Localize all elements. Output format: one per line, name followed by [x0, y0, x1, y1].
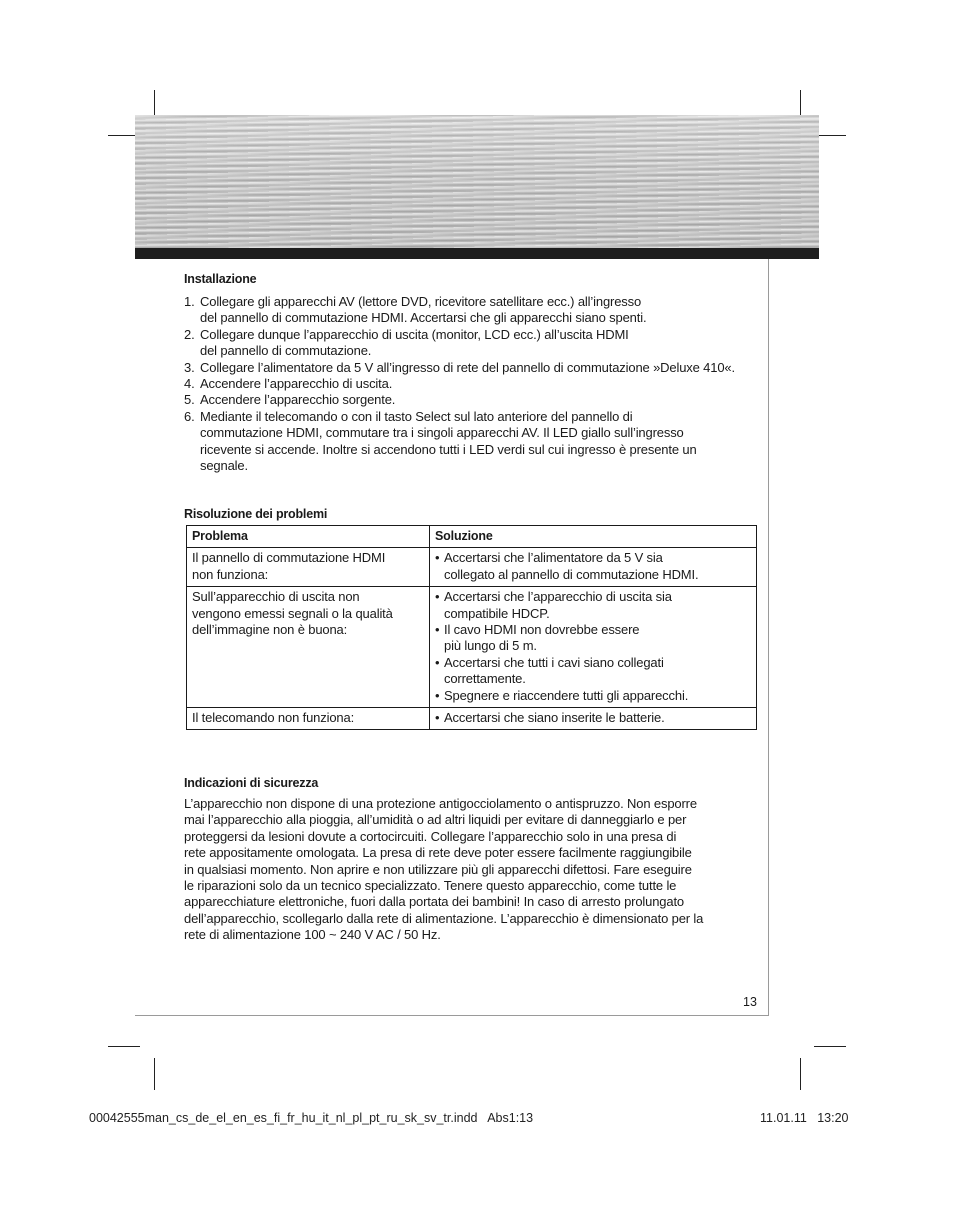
footer-datetime: 11.01.11 13:20	[760, 1111, 849, 1125]
safety-line: rete di alimentazione 100 ~ 240 V AC / 50 Hz.	[184, 927, 441, 943]
solution-text	[444, 655, 751, 688]
step-number: 5.	[184, 392, 195, 408]
solution-item	[435, 589, 751, 622]
crop-mark	[816, 135, 846, 136]
step-line: Collegare l’alimentatore da 5 V all’ingresso di rete del pannello di commutazione »Deluxe 410«.	[200, 359, 735, 375]
solution-cell	[430, 708, 757, 730]
page-bottom-rule	[135, 1015, 769, 1016]
step-number: 1.	[184, 294, 195, 309]
solution-line: compatibile HDCP.	[444, 605, 550, 621]
safety-line: apparecchiature elettroniche, fuori dalla portata dei bambini! In caso di arresto prolungato	[184, 894, 685, 910]
solution-cell	[430, 587, 757, 708]
solution-item	[435, 655, 751, 688]
crop-mark	[154, 1058, 155, 1090]
step-text	[200, 294, 764, 327]
step-line: ricevente si accende. Inoltre si accendono tutti i LED verdi sul cui ingresso è presente un	[200, 441, 697, 457]
safety-heading: Indicazioni di sicurezza	[184, 776, 319, 790]
step-number: 6.	[184, 408, 195, 424]
bullet: •	[435, 654, 440, 670]
solution-text	[444, 710, 751, 726]
step-text	[200, 327, 764, 360]
table-row	[187, 708, 757, 730]
table-header-row	[187, 526, 757, 548]
step-number: 3.	[184, 359, 195, 375]
problem-line: vengono emessi segnali o la qualità	[192, 605, 393, 621]
solution-text	[444, 622, 751, 655]
problem-line: non funziona:	[192, 566, 269, 582]
troubleshooting-table	[186, 525, 757, 730]
bullet: •	[435, 550, 440, 566]
step-line: Collegare dunque l’apparecchio di uscita (monitor, LCD ecc.) all’uscita HDMI	[200, 326, 629, 342]
solution-line: Accertarsi che l’alimentatore da 5 V sia	[444, 550, 663, 566]
solution-line: Il cavo HDMI non dovrebbe essere	[444, 622, 640, 638]
crop-mark	[108, 135, 138, 136]
column-header-problem: Problema	[187, 526, 430, 548]
column-header-solution: Soluzione	[430, 526, 757, 548]
safety-line: dell’apparecchio, scollegarlo dalla rete di alimentazione. L’apparecchio è dimensionato per la	[184, 910, 704, 926]
list-item	[184, 360, 764, 376]
safety-line: proteggersi da lesioni dovute a cortocircuiti. Collegare l’apparecchio solo in una presa di	[184, 828, 677, 844]
step-line: del pannello di commutazione.	[200, 343, 372, 359]
problem-line: Il pannello di commutazione HDMI	[192, 550, 386, 566]
solution-item	[435, 550, 751, 583]
step-line: Accendere l’apparecchio di uscita.	[200, 376, 393, 392]
bullet: •	[435, 710, 440, 726]
list-item	[184, 327, 764, 360]
troubleshooting-table-body	[187, 548, 757, 730]
solution-text	[444, 589, 751, 622]
solution-line: Spegnere e riaccendere tutti gli apparecchi.	[444, 687, 689, 703]
solution-cell	[430, 548, 757, 587]
safety-line: L’apparecchio non dispone di una protezione antigocciolamento o antispruzzo. Non esporre	[184, 796, 697, 811]
table-row	[187, 587, 757, 708]
safety-line: mai l’apparecchio alla pioggia, all’umidità o ad altri liquidi per evitare di danneggiarlo e per	[184, 812, 687, 828]
bullet: •	[435, 622, 440, 638]
problem-line: Il telecomando non funziona:	[192, 710, 355, 726]
header-banner	[135, 115, 819, 248]
solution-line: correttamente.	[444, 671, 526, 687]
step-number: 2.	[184, 326, 195, 342]
problem-line: Sull’apparecchio di uscita non	[192, 589, 360, 605]
step-line: commutazione HDMI, commutare tra i singoli apparecchi AV. Il LED giallo sull’ingresso	[200, 425, 684, 441]
page-number: 13	[743, 995, 757, 1009]
solution-line: Accertarsi che siano inserite le batterie.	[444, 710, 665, 726]
installation-steps	[184, 294, 764, 474]
crop-mark	[814, 1046, 846, 1047]
safety-line: in qualsiasi momento. Non aprire e non utilizzare più gli apparecchi difettosi. Fare eseguire	[184, 861, 692, 877]
bullet: •	[435, 687, 440, 703]
solution-item	[435, 622, 751, 655]
step-line: segnale.	[200, 458, 248, 474]
bullet: •	[435, 589, 440, 605]
solution-line: Accertarsi che tutti i cavi siano collegati	[444, 654, 664, 670]
problem-cell	[187, 548, 430, 587]
step-number: 4.	[184, 376, 195, 392]
step-text	[200, 392, 764, 408]
solution-line: Accertarsi che l’apparecchio di uscita sia	[444, 589, 672, 605]
problem-cell	[187, 587, 430, 708]
list-item	[184, 294, 764, 327]
safety-line: le riparazioni solo da un tecnico specializzato. Tenere questo apparecchio, come tutte le	[184, 878, 677, 894]
step-text	[200, 360, 764, 376]
safety-line: rete appositamente omologata. La presa di rete deve poter essere facilmente raggiungibile	[184, 845, 692, 861]
list-item	[184, 409, 764, 475]
solution-item	[435, 710, 751, 726]
crop-mark	[800, 1058, 801, 1090]
solution-item	[435, 688, 751, 704]
solution-text	[444, 688, 751, 704]
step-text	[200, 409, 764, 475]
solution-line: collegato al pannello di commutazione HDMI.	[444, 566, 699, 582]
table-row	[187, 548, 757, 587]
step-text	[200, 376, 764, 392]
solution-text	[444, 550, 751, 583]
installation-heading: Installazione	[184, 272, 257, 286]
footer-filename: 00042555man_cs_de_el_en_es_fi_fr_hu_it_nl_pl_pt_ru_sk_sv_tr.indd Abs1:13	[89, 1111, 534, 1125]
safety-paragraph	[184, 796, 759, 944]
problem-line: dell’immagine non è buona:	[192, 622, 348, 638]
list-item	[184, 376, 764, 392]
problem-cell	[187, 708, 430, 730]
troubleshooting-heading: Risoluzione dei problemi	[184, 507, 328, 521]
page-right-rule	[768, 259, 769, 1016]
step-line: del pannello di commutazione HDMI. Accertarsi che gli apparecchi siano spenti.	[200, 310, 647, 326]
header-banner-bar	[135, 248, 819, 259]
step-line: Mediante il telecomando o con il tasto Select sul lato anteriore del pannello di	[200, 408, 633, 424]
solution-line: più lungo di 5 m.	[444, 638, 537, 654]
crop-mark	[108, 1046, 140, 1047]
list-item	[184, 392, 764, 408]
step-line: Accendere l’apparecchio sorgente.	[200, 392, 396, 408]
step-line: Collegare gli apparecchi AV (lettore DVD, ricevitore satellitare ecc.) all’ingresso	[200, 294, 642, 309]
